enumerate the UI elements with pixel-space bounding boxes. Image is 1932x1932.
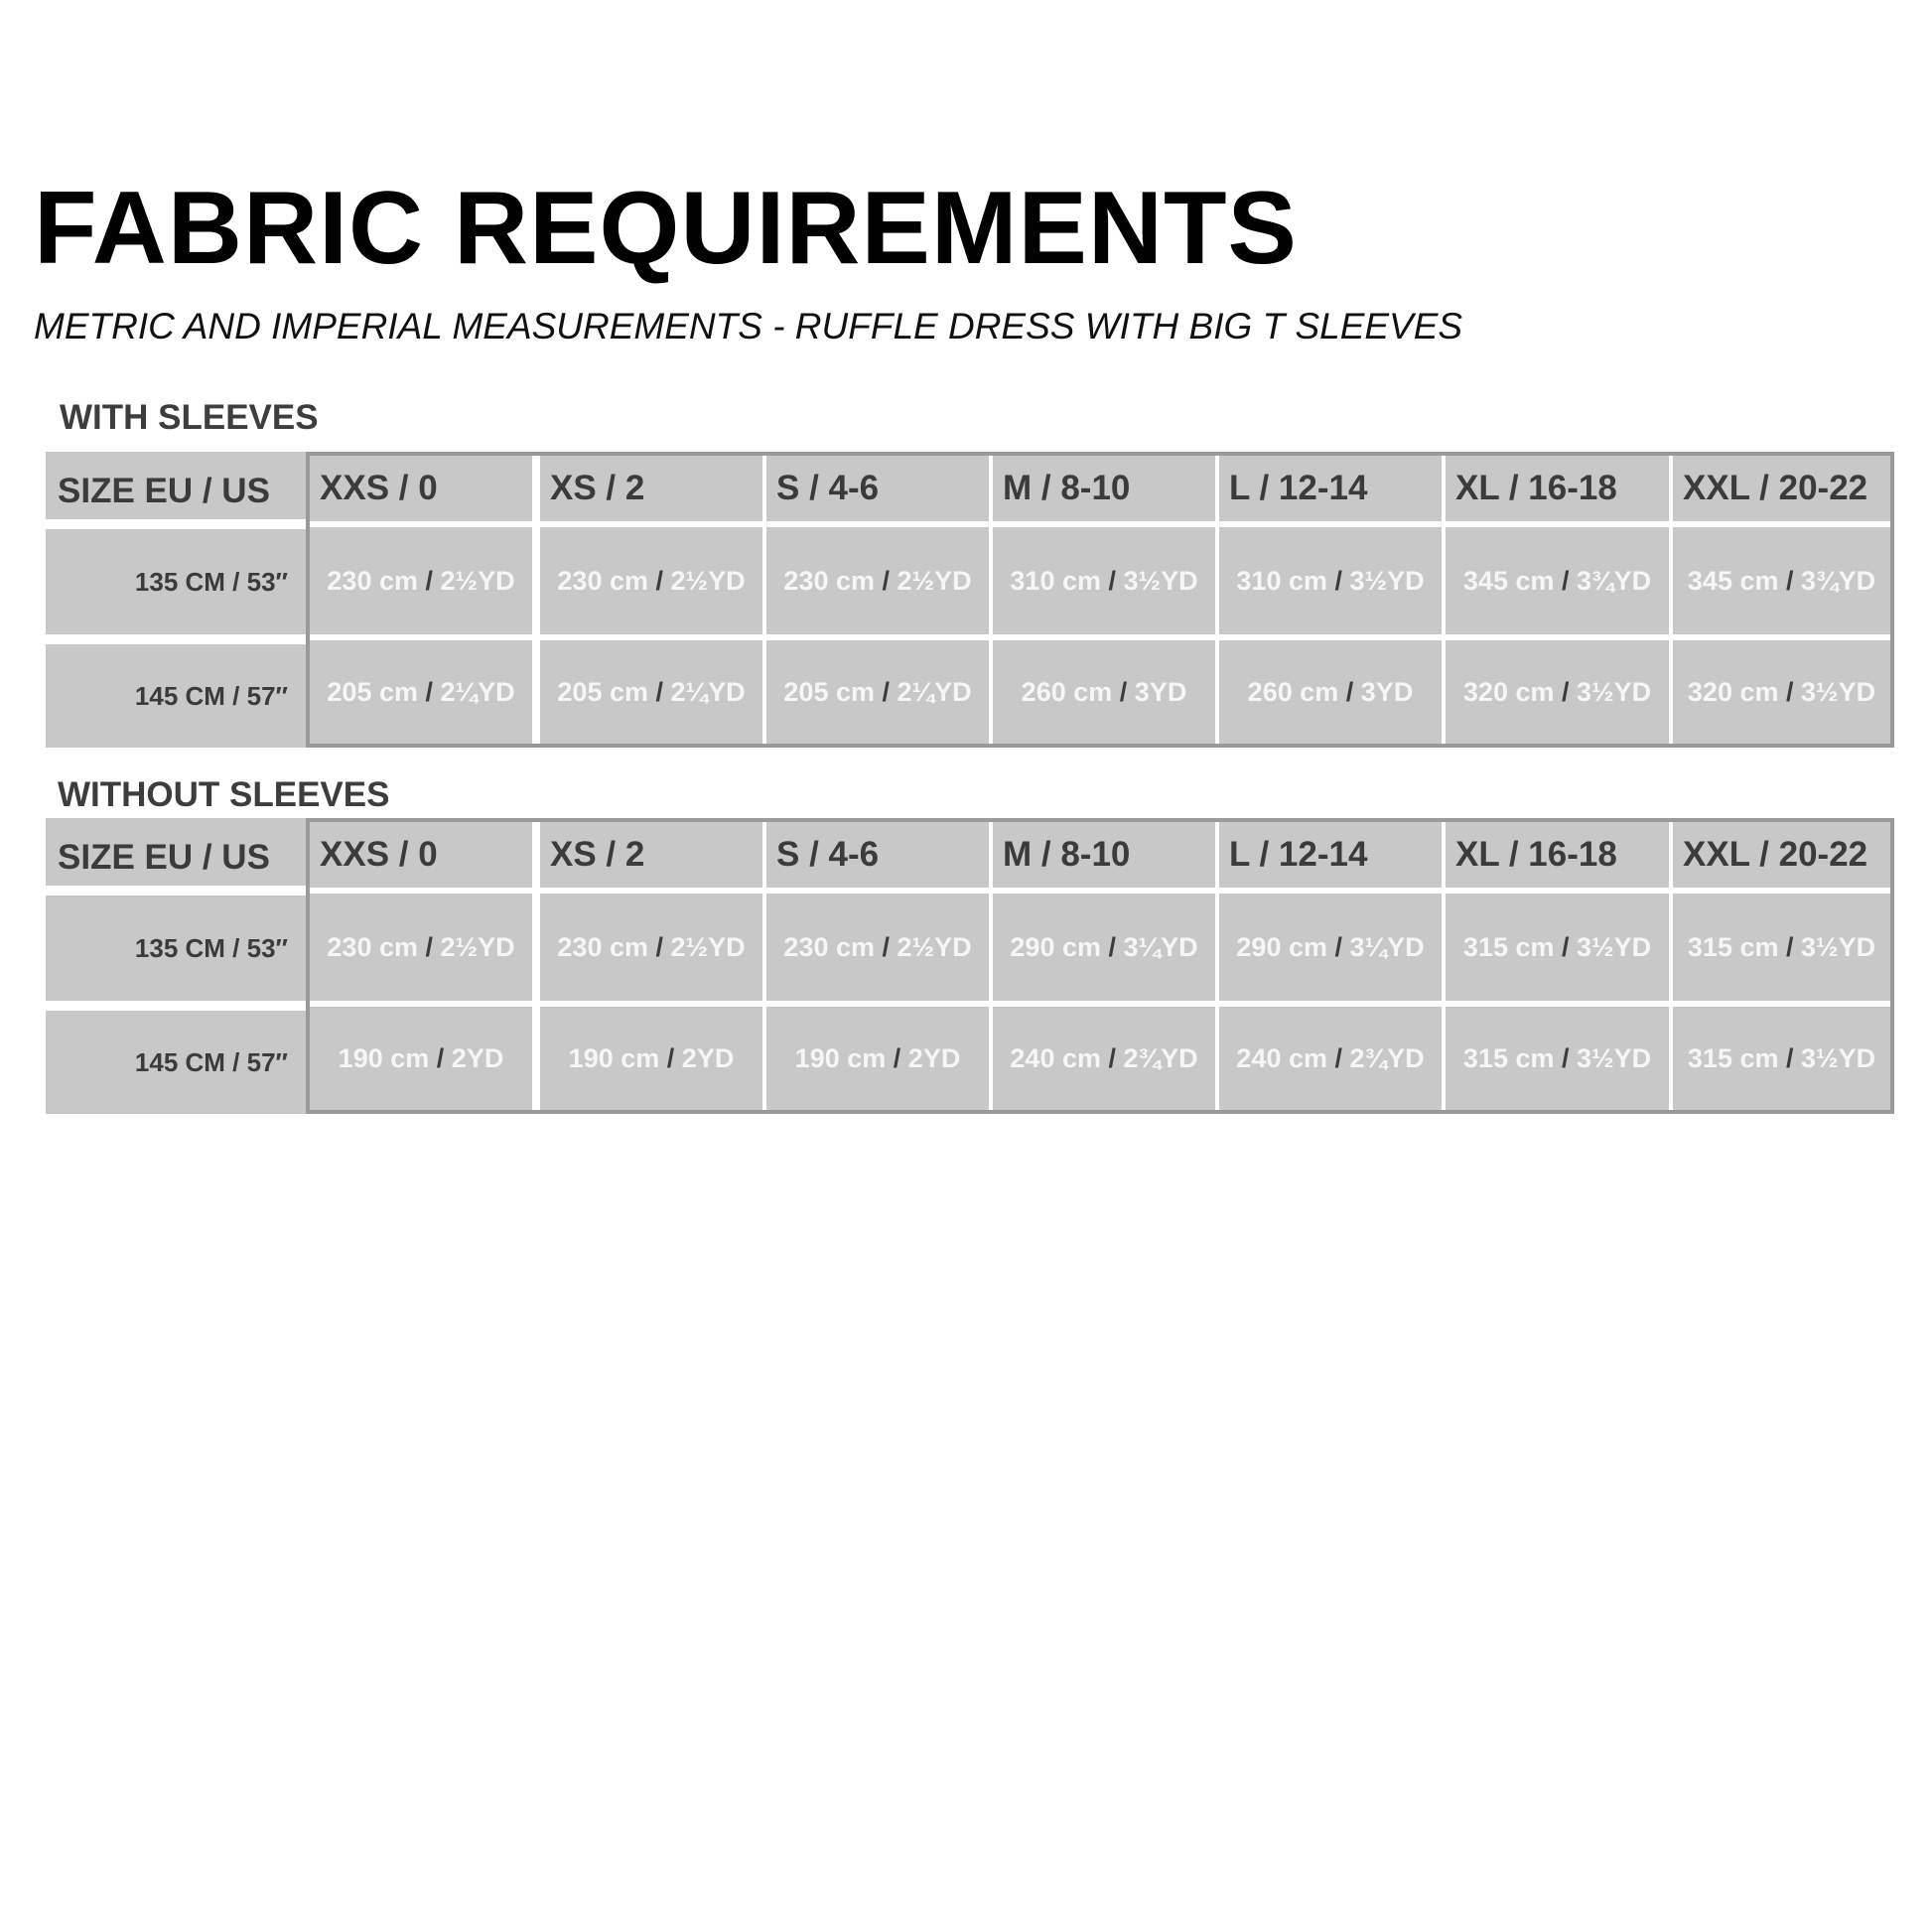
metric-amount: 205 cm (327, 677, 418, 707)
metric-amount: 310 cm (1236, 566, 1327, 596)
unit-separator: / (1108, 932, 1117, 962)
size-header-cell: L / 12-14 (1219, 456, 1442, 521)
metric-amount: 205 cm (783, 677, 875, 707)
unit-separator: / (893, 1043, 901, 1073)
imperial-amount: 3¾YD (1801, 566, 1876, 596)
fabric-amount-cell (310, 527, 532, 634)
unit-separator: / (1108, 1043, 1117, 1073)
imperial-amount: 2YD (681, 1043, 735, 1073)
size-header-cell: XL / 16-18 (1446, 822, 1669, 888)
fabric-amount-cell (310, 640, 532, 744)
metric-amount: 230 cm (327, 932, 418, 962)
size-header-cell: L / 12-14 (1219, 822, 1442, 888)
imperial-amount: 2½YD (440, 932, 515, 962)
metric-amount: 190 cm (338, 1043, 430, 1073)
size-header-cell: M / 8-10 (993, 456, 1215, 521)
imperial-amount: 3½YD (1577, 932, 1652, 962)
imperial-amount: 3½YD (1577, 1043, 1652, 1073)
metric-amount: 290 cm (1236, 932, 1327, 962)
imperial-amount: 2½YD (440, 566, 515, 596)
unit-separator: / (1786, 677, 1794, 707)
size-header-cell: XS / 2 (540, 456, 762, 521)
imperial-amount: 2¾YD (1123, 1043, 1198, 1073)
fabric-amount-cell (1219, 894, 1442, 1001)
metric-amount: 320 cm (1462, 677, 1555, 707)
imperial-amount: 2¼YD (897, 677, 972, 707)
imperial-amount: 3¼YD (1123, 932, 1198, 962)
imperial-amount: 3½YD (1123, 566, 1198, 596)
fabric-amount-cell (993, 527, 1215, 634)
unit-separator: / (1562, 566, 1570, 596)
fabric-amount-cell (1446, 527, 1669, 634)
unit-separator: / (655, 932, 664, 962)
imperial-amount: 2½YD (670, 932, 746, 962)
section-heading-without-sleeves: WITHOUT SLEEVES (58, 775, 390, 814)
metric-amount: 190 cm (568, 1043, 660, 1073)
metric-amount: 315 cm (1687, 1043, 1779, 1073)
size-header-cell: XL / 16-18 (1446, 456, 1669, 521)
fabric-amount-cell (1219, 527, 1442, 634)
metric-amount: 345 cm (1462, 566, 1555, 596)
size-column-label: SIZE EU / US (46, 452, 306, 519)
fabric-amount-cell (1446, 894, 1669, 1001)
unit-separator: / (1345, 677, 1354, 707)
metric-amount: 320 cm (1687, 677, 1779, 707)
imperial-amount: 3YD (1134, 677, 1187, 707)
fabric-amount-cell (310, 894, 532, 1001)
fabric-amount-cell (766, 527, 989, 634)
metric-amount: 315 cm (1462, 932, 1555, 962)
imperial-amount: 3½YD (1577, 677, 1652, 707)
fabric-amount-cell (1446, 1007, 1669, 1110)
metric-amount: 315 cm (1687, 932, 1779, 962)
unit-separator: / (436, 1043, 445, 1073)
fabric-amount-cell (1673, 894, 1890, 1001)
imperial-amount: 3½YD (1801, 932, 1876, 962)
fabric-amount-cell (993, 640, 1215, 744)
fabric-table-with-sleeves (46, 452, 1894, 748)
metric-amount: 345 cm (1687, 566, 1779, 596)
fabric-amount-cell (1219, 1007, 1442, 1110)
unit-separator: / (425, 677, 434, 707)
metric-amount: 230 cm (327, 566, 418, 596)
metric-amount: 290 cm (1010, 932, 1101, 962)
metric-amount: 205 cm (557, 677, 648, 707)
unit-separator: / (425, 566, 434, 596)
size-grid (306, 818, 1894, 1114)
page-title: FABRIC REQUIREMENTS (34, 171, 1298, 286)
metric-amount: 230 cm (557, 932, 648, 962)
imperial-amount: 3½YD (1801, 677, 1876, 707)
size-header-cell: XXL / 20-22 (1673, 822, 1890, 888)
imperial-amount: 2¾YD (1349, 1043, 1425, 1073)
fabric-amount-cell (1446, 640, 1669, 744)
fabric-amount-cell (310, 1007, 532, 1110)
unit-separator: / (1108, 566, 1117, 596)
fabric-width-label: 135 CM / 53″ (46, 896, 306, 1001)
fabric-width-label: 145 CM / 57″ (46, 644, 306, 748)
fabric-amount-cell (1673, 527, 1890, 634)
size-header-cell: XS / 2 (540, 822, 762, 888)
size-grid (306, 452, 1894, 748)
unit-separator: / (655, 677, 664, 707)
fabric-amount-cell (540, 640, 762, 744)
imperial-amount: 3¾YD (1577, 566, 1652, 596)
imperial-amount: 2½YD (670, 566, 746, 596)
imperial-amount: 2½YD (897, 566, 972, 596)
fabric-width-label: 145 CM / 57″ (46, 1011, 306, 1114)
size-header-cell: M / 8-10 (993, 822, 1215, 888)
size-column-label: SIZE EU / US (46, 818, 306, 886)
section-heading-with-sleeves: WITH SLEEVES (60, 398, 319, 437)
metric-amount: 230 cm (557, 566, 648, 596)
fabric-amount-cell (540, 527, 762, 634)
fabric-table-without-sleeves (46, 818, 1894, 1114)
size-header-cell: XXS / 0 (310, 822, 532, 888)
metric-amount: 230 cm (783, 566, 875, 596)
fabric-amount-cell (766, 640, 989, 744)
fabric-amount-cell (1673, 1007, 1890, 1110)
metric-amount: 260 cm (1021, 677, 1113, 707)
metric-amount: 240 cm (1236, 1043, 1327, 1073)
size-header-cell: S / 4-6 (766, 822, 989, 888)
metric-amount: 190 cm (794, 1043, 887, 1073)
metric-amount: 240 cm (1010, 1043, 1101, 1073)
fabric-amount-cell (766, 894, 989, 1001)
unit-separator: / (1334, 1043, 1343, 1073)
unit-separator: / (655, 566, 664, 596)
unit-separator: / (1786, 1043, 1794, 1073)
fabric-amount-cell (1673, 640, 1890, 744)
metric-amount: 260 cm (1247, 677, 1339, 707)
imperial-amount: 2½YD (897, 932, 972, 962)
size-header-cell: XXS / 0 (310, 456, 532, 521)
unit-separator: / (1119, 677, 1128, 707)
unit-separator: / (1562, 677, 1570, 707)
unit-separator: / (1334, 566, 1343, 596)
unit-separator: / (425, 932, 434, 962)
metric-amount: 310 cm (1010, 566, 1101, 596)
fabric-amount-cell (540, 1007, 762, 1110)
unit-separator: / (1786, 932, 1794, 962)
imperial-amount: 2¼YD (670, 677, 746, 707)
unit-separator: / (1786, 566, 1794, 596)
imperial-amount: 2¼YD (440, 677, 515, 707)
unit-separator: / (1562, 932, 1570, 962)
unit-separator: / (1334, 932, 1343, 962)
metric-amount: 315 cm (1462, 1043, 1555, 1073)
size-header-cell: S / 4-6 (766, 456, 989, 521)
page-subtitle: METRIC AND IMPERIAL MEASUREMENTS - RUFFLE DRESS WITH BIG T SLEEVES (34, 306, 1463, 346)
size-header-cell: XXL / 20-22 (1673, 456, 1890, 521)
imperial-amount: 2YD (451, 1043, 504, 1073)
fabric-amount-cell (993, 1007, 1215, 1110)
imperial-amount: 2YD (907, 1043, 961, 1073)
unit-separator: / (882, 677, 891, 707)
imperial-amount: 3¼YD (1349, 932, 1425, 962)
fabric-amount-cell (1219, 640, 1442, 744)
unit-separator: / (666, 1043, 675, 1073)
fabric-width-label: 135 CM / 53″ (46, 529, 306, 634)
fabric-amount-cell (540, 894, 762, 1001)
imperial-amount: 3½YD (1349, 566, 1425, 596)
metric-amount: 230 cm (783, 932, 875, 962)
fabric-amount-cell (993, 894, 1215, 1001)
imperial-amount: 3½YD (1801, 1043, 1876, 1073)
unit-separator: / (1562, 1043, 1570, 1073)
unit-separator: / (882, 566, 891, 596)
imperial-amount: 3YD (1360, 677, 1414, 707)
unit-separator: / (882, 932, 891, 962)
fabric-amount-cell (766, 1007, 989, 1110)
